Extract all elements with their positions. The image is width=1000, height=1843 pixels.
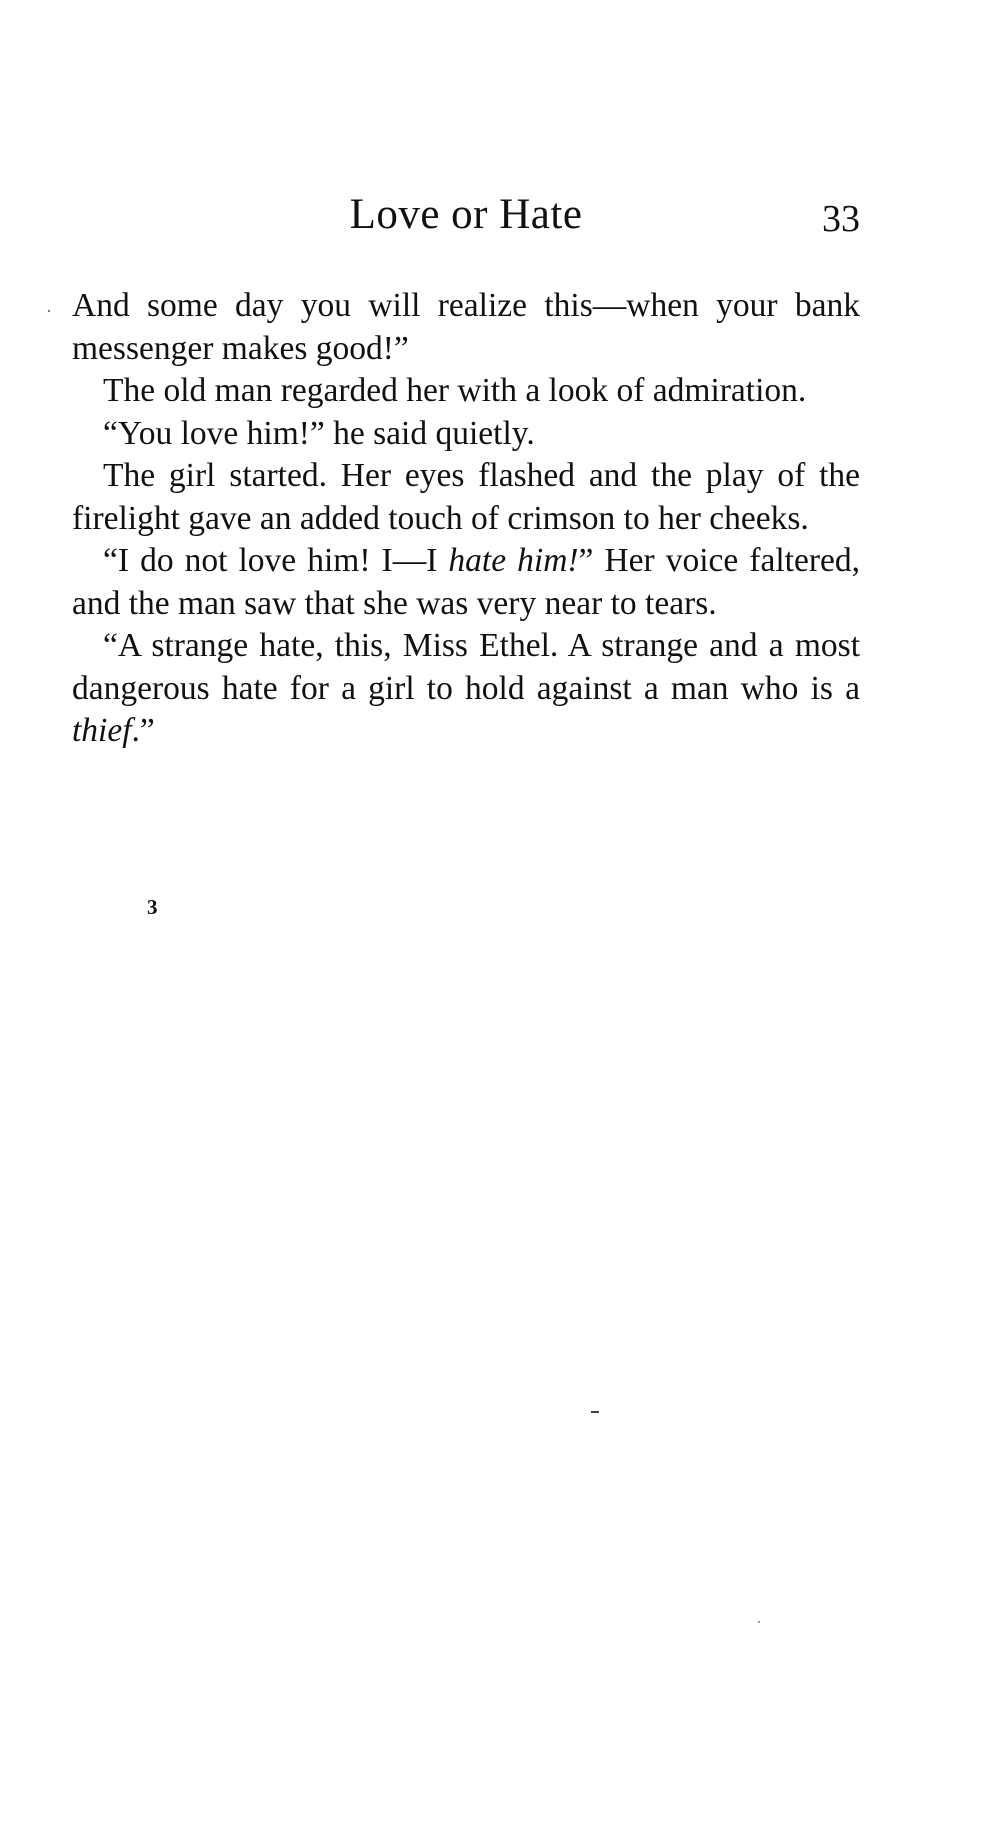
paragraph-5-text-start: “I do not love him! I—I	[103, 542, 449, 579]
print-speck-small	[758, 1621, 760, 1623]
body-text	[72, 285, 860, 753]
paragraph-5-emphasis: hate him!	[448, 542, 579, 579]
paragraph-3	[72, 413, 860, 456]
page-number: 33	[822, 198, 860, 240]
paragraph-5-text-end: ” Her voice faltered, and the man saw that she was very near to tears.	[72, 542, 860, 622]
print-speck	[591, 1411, 599, 1413]
paragraph-1	[72, 285, 860, 370]
margin-speck	[48, 310, 50, 312]
signature-mark: 3	[147, 895, 158, 919]
running-head	[72, 190, 860, 250]
paragraph-6	[72, 625, 860, 753]
paragraph-6-text-end: .”	[131, 712, 155, 749]
paragraph-3-text: “You love him!” he said quietly.	[103, 414, 535, 452]
paragraph-1-text: And some day you will realize this—when your bank messenger makes good!”	[72, 287, 860, 367]
paragraph-5	[72, 540, 860, 625]
paragraph-6-emphasis: thief	[72, 712, 132, 749]
chapter-title: Love or Hate	[349, 191, 583, 238]
paragraph-4-text: The girl started. Her eyes flashed and the play of the firelight gave an added touch of crimson to her cheeks.	[72, 457, 860, 537]
paragraph-2-text: The old man regarded her with a look of admiration.	[103, 372, 807, 409]
paragraph-4	[72, 455, 860, 540]
paragraph-2	[72, 370, 860, 413]
paragraph-6-text-start: “A strange hate, this, Miss Ethel. A strange and a most dangerous hate for a girl to hold against a man who is a	[72, 627, 860, 707]
